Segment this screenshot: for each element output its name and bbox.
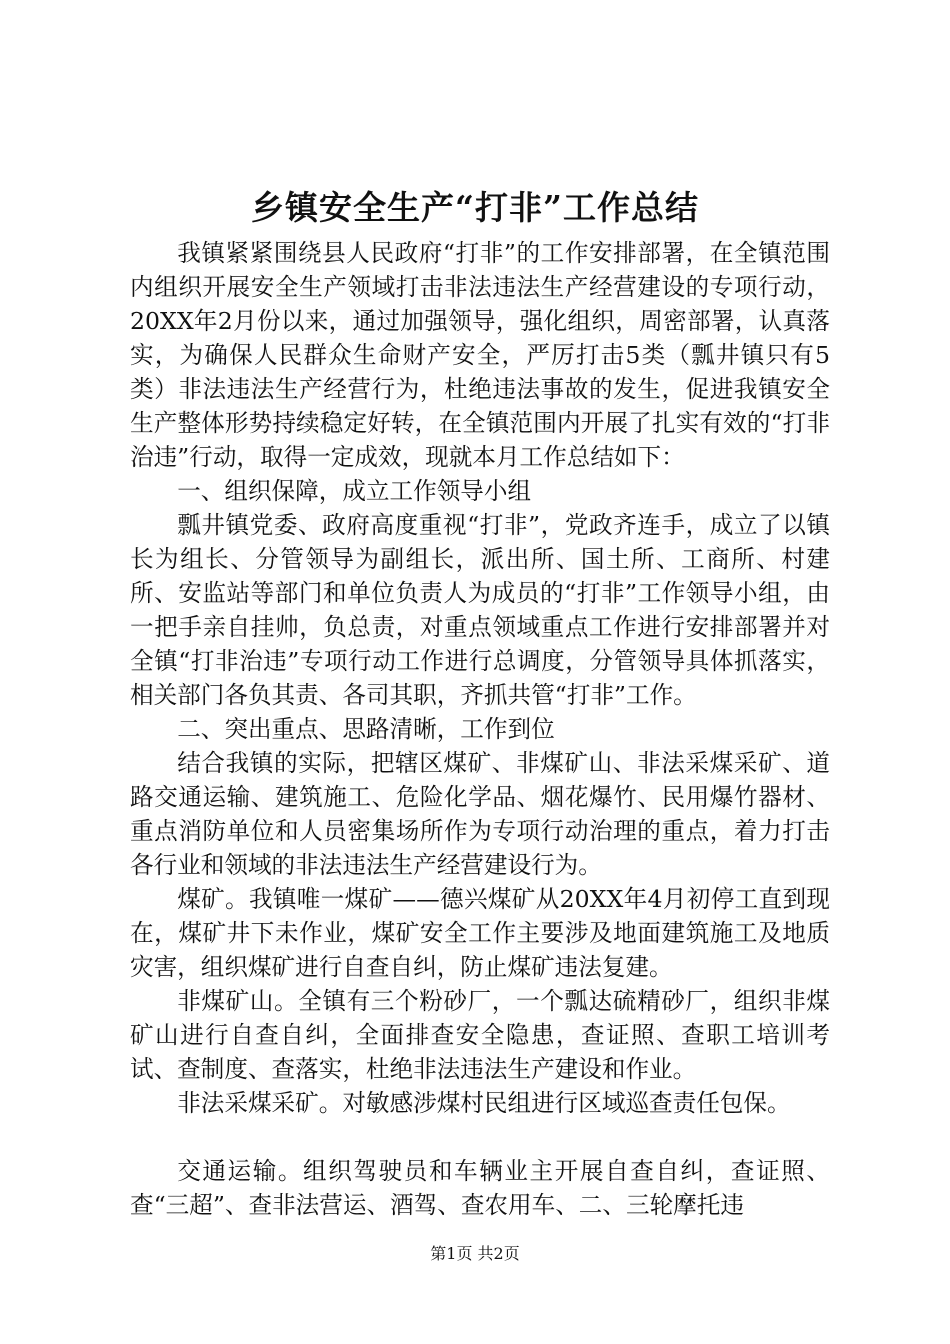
paragraph-intro: 我镇紧紧围绕县人民政府“打非”的工作安排部署，在全镇范围内组织开展安全生产领域打击非法违法生产经营建设的专项行动，20XX年2月份以来，通过加强领导，强化组织，周密部署，认真落实，为确保人民群众生命财产安全，严厉打击5类（瓢井镇只有5类）非法违法生产经营行为，杜绝违法事故的发生，促进我镇安全生产整体形势持续稳定好转，在全镇范围内开展了扎实有效的“打非治违”行动，取得一定成效，现就本月工作总结如下： bbox=[130, 239, 830, 471]
paragraph-non-coal-mine: 非煤矿山。全镇有三个粉砂厂，一个瓢达硫精砂厂，组织非煤矿山进行自查自纠，全面排查安全隐患，查证照、查职工培训考试、查制度、查落实，杜绝非法违法生产建设和作业。 bbox=[130, 987, 830, 1083]
document-body bbox=[130, 236, 830, 1222]
paragraph-leadership-group: 瓢井镇党委、政府高度重视“打非”，党政齐连手，成立了以镇长为组长、分管领导为副组长，派出所、国土所、工商所、村建所、安监站等部门和单位负责人为成员的“打非”工作领导小组，由一把手亲自挂帅，负总责，对重点领域重点工作进行安排部署并对全镇“打非治违”专项行动工作进行总调度，分管领导具体抓落实，相关部门各负其责、各司其职，齐抓共管“打非”工作。 bbox=[130, 511, 830, 709]
paragraph-traffic: 交通运输。组织驾驶员和车辆业主开展自查自纠，查证照、查“三超”、查非法营运、酒驾、查农用车、二、三轮摩托违 bbox=[130, 1157, 830, 1219]
section-heading-2: 二、突出重点、思路清晰，工作到位 bbox=[177, 715, 555, 743]
page-number-footer: 第1页 共2页 bbox=[430, 1244, 520, 1263]
paragraph-coal-mine: 煤矿。我镇唯一煤矿——德兴煤矿从20XX年4月初停工直到现在，煤矿井下未作业，煤矿安全工作主要涉及地面建筑施工及地质灾害，组织煤矿进行自查自纠，防止煤矿违法复建。 bbox=[130, 885, 830, 981]
paragraph-key-areas: 结合我镇的实际，把辖区煤矿、非煤矿山、非法采煤采矿、道路交通运输、建筑施工、危险化学品、烟花爆竹、民用爆竹器材、重点消防单位和人员密集场所作为专项行动治理的重点，着力打击各行业和领域的非法违法生产经营建设行为。 bbox=[130, 749, 830, 879]
section-heading-1: 一、组织保障，成立工作领导小组 bbox=[177, 477, 532, 505]
paragraph-illegal-mining: 非法采煤采矿。对敏感涉煤村民组进行区域巡查责任包保。 bbox=[177, 1089, 791, 1117]
document-title: 乡镇安全生产“打非”工作总结 bbox=[251, 188, 699, 227]
